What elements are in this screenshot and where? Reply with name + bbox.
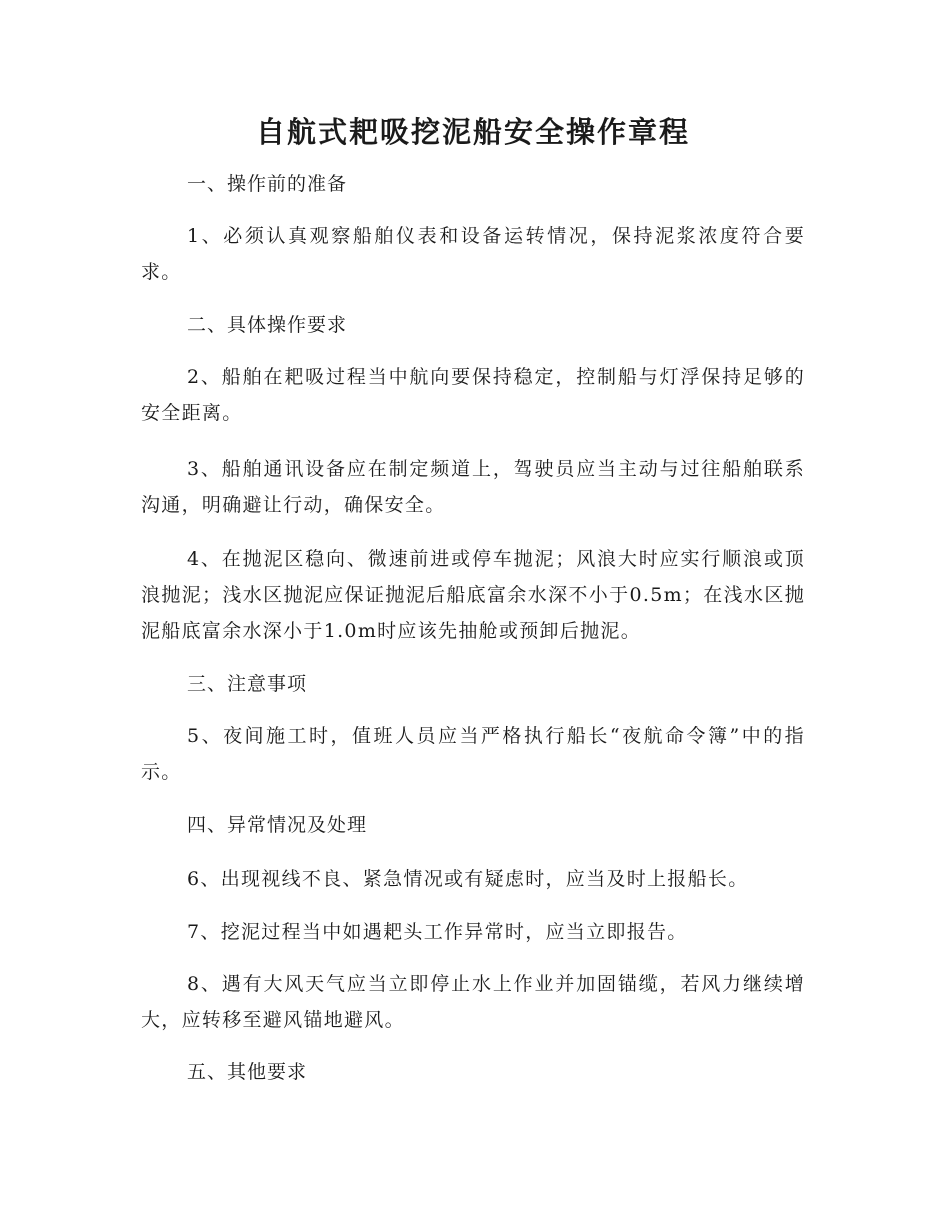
paragraph-item-4: 4、在抛泥区稳向、微速前进或停车抛泥；风浪大时应实行顺浪或顶浪抛泥；浅水区抛泥应保证抛泥后船底富余水深不小于0.5m；在浅水区抛泥船底富余水深小于1.0m时应该先抽舱或预卸后抛泥。 (141, 548, 805, 642)
paragraph-item-1: 1、必须认真观察船舶仪表和设备运转情况，保持泥浆浓度符合要求。 (141, 225, 805, 283)
paragraph-item-6: 6、出现视线不良、紧急情况或有疑虑时，应当及时上报船长。 (187, 868, 749, 890)
section-heading-abnormal-handling: 四、异常情况及处理 (187, 814, 368, 836)
paragraph-item-7: 7、挖泥过程当中如遇耙头工作异常时，应当立即报告。 (187, 921, 688, 943)
section-heading-other-requirements: 五、其他要求 (187, 1061, 308, 1083)
paragraph-item-2: 2、船舶在耙吸过程当中航向要保持稳定，控制船与灯浮保持足够的安全距离。 (141, 366, 805, 424)
paragraph-item-5: 5、夜间施工时，值班人员应当严格执行船长“夜航命令簿”中的指示。 (141, 725, 805, 783)
document-title: 自航式耙吸挖泥船安全操作章程 (255, 115, 690, 149)
section-heading-precautions: 三、注意事项 (187, 673, 308, 695)
paragraph-item-8: 8、遇有大风天气应当立即停止水上作业并加固锚缆，若风力继续增大，应转移至避风锚地避风。 (141, 973, 805, 1031)
section-heading-preparation: 一、操作前的准备 (187, 173, 348, 195)
section-heading-operation-requirements: 二、具体操作要求 (187, 314, 348, 336)
paragraph-item-3: 3、船舶通讯设备应在制定频道上，驾驶员应当主动与过往船舶联系沟通，明确避让行动，确保安全。 (141, 458, 805, 516)
